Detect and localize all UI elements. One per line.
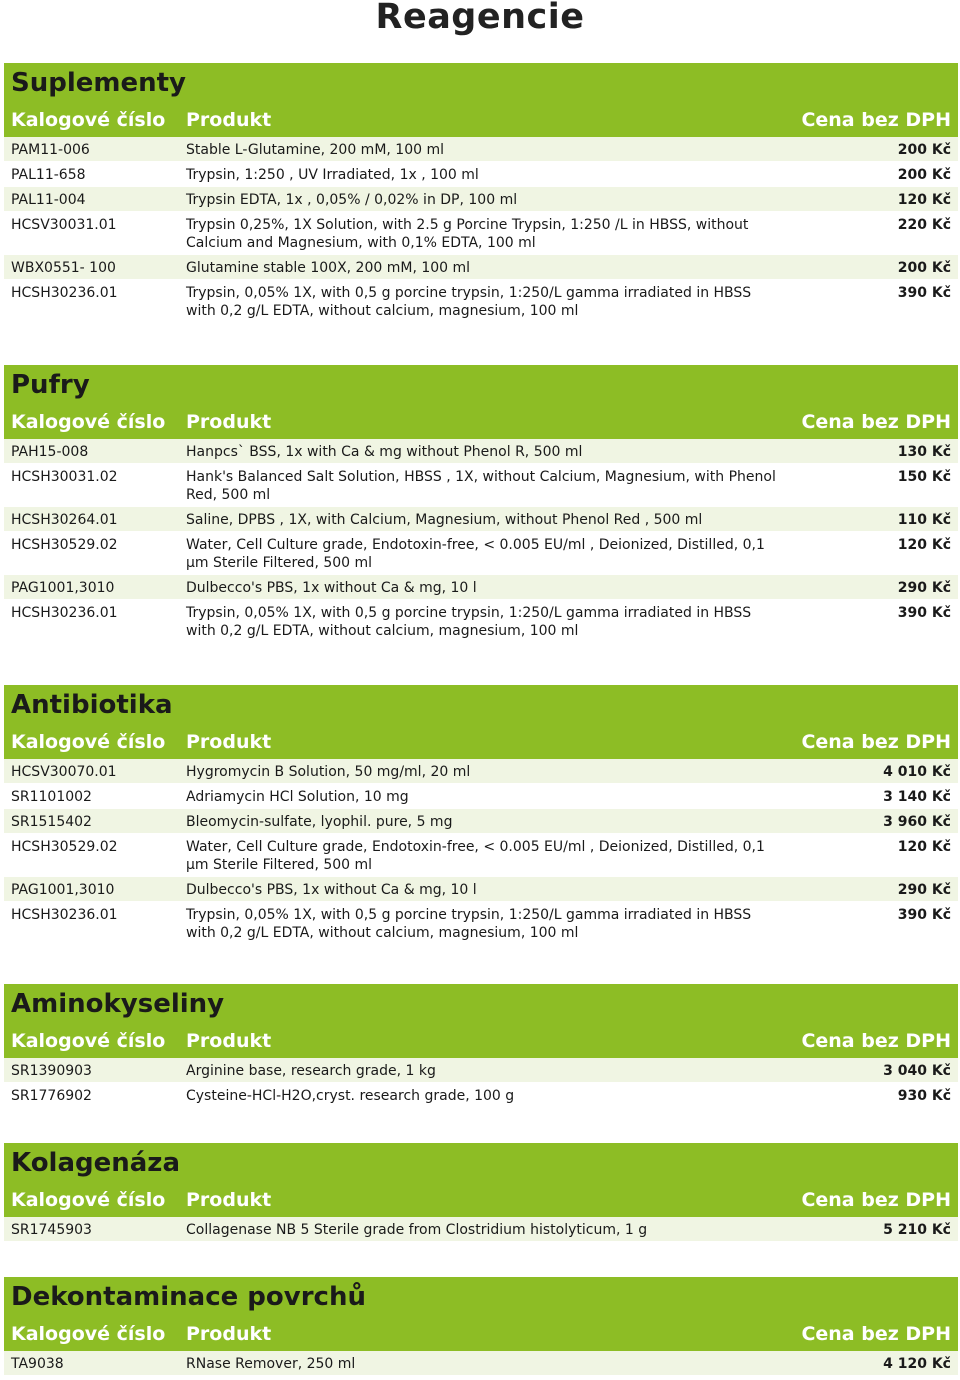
product-name: Glutamine stable 100X, 200 mM, 100 ml [186,260,471,276]
catalog-number: PAG1001,3010 [11,580,115,596]
catalog-number: PAH15-008 [11,444,89,460]
column-header-price: Cena bez DPH [801,1323,951,1345]
catalog-number: TA9038 [11,1356,64,1372]
column-header-product: Produkt [186,1030,272,1052]
table-row [4,187,958,212]
section-header [4,1277,958,1351]
price: 120 Kč [897,537,951,553]
section-title: Pufry [11,370,90,400]
section-title: Aminokyseliny [11,989,225,1019]
table-row [4,137,958,162]
catalog-number: HCSH30529.02 [11,537,118,553]
section-title: Kolagenáza [11,1148,180,1178]
table-row [4,575,958,600]
table-row [4,902,958,945]
price: 930 Kč [897,1088,951,1104]
table-row [4,280,958,323]
product-name: Hank's Balanced Salt Solution, HBSS , 1X, without Calcium, Magnesium, with Phenol Red, 500 ml [186,469,776,503]
product-name: Stable L-Glutamine, 200 mM, 100 ml [186,142,444,158]
section-aminokyseliny [4,984,958,1108]
price: 4 010 Kč [883,764,951,780]
product-table [4,1058,958,1108]
section-header [4,1143,958,1217]
page-title: Reagencie [375,0,585,37]
section-antibiotika [4,685,958,945]
section-header [4,685,958,759]
catalog-number: HCSH30031.02 [11,469,118,485]
product-table [4,137,958,323]
catalog-number: WBX0551- 100 [11,260,116,276]
catalog-number: HCSH30236.01 [11,907,118,923]
product-table [4,439,958,643]
section-header [4,984,958,1058]
price: 3 040 Kč [883,1063,951,1079]
price: 3 960 Kč [883,814,951,830]
section-header [4,63,958,137]
product-name: Trypsin EDTA, 1x , 0,05% / 0,02% in DP, 100 ml [186,192,518,208]
table-row [4,464,958,507]
column-header-price: Cena bez DPH [801,1189,951,1211]
price: 120 Kč [897,192,951,208]
column-header-catalog: Kalogové číslo [11,1189,166,1211]
price: 5 210 Kč [883,1222,951,1238]
column-header-price: Cena bez DPH [801,1030,951,1052]
product-name: Bleomycin-sulfate, lyophil. pure, 5 mg [186,814,453,830]
column-headers [4,1317,958,1351]
catalog-number: HCSV30031.01 [11,217,117,233]
product-name: Dulbecco's PBS, 1x without Ca & mg, 10 l [186,882,477,898]
price: 290 Kč [897,882,951,898]
product-table [4,759,958,945]
table-row [4,162,958,187]
price: 290 Kč [897,580,951,596]
product-name: Cysteine-HCl-H2O,cryst. research grade, 100 g [186,1088,515,1104]
table-row [4,809,958,834]
catalog-number: SR1515402 [11,814,92,830]
column-headers [4,1024,958,1058]
column-header-product: Produkt [186,1189,272,1211]
product-name: Dulbecco's PBS, 1x without Ca & mg, 10 l [186,580,477,596]
column-headers [4,405,958,439]
column-header-product: Produkt [186,411,272,433]
section-dekontaminace-povrch- [4,1277,958,1376]
table-row [4,507,958,532]
section-title: Dekontaminace povrchů [11,1282,366,1312]
product-name: Trypsin 0,25%, 1X Solution, with 2.5 g Porcine Trypsin, 1:250 /L in HBSS, without Calcium and Magnesium, with 0,1% EDTA, 100 ml [186,217,749,251]
section-kolagen-za [4,1143,958,1242]
catalog-number: HCSH30236.01 [11,285,118,301]
table-row [4,1058,958,1083]
product-name: Hygromycin B Solution, 50 mg/ml, 20 ml [186,764,471,780]
column-header-catalog: Kalogové číslo [11,1030,166,1052]
product-name: Arginine base, research grade, 1 kg [186,1063,436,1079]
column-header-product: Produkt [186,1323,272,1345]
price: 120 Kč [897,839,951,855]
table-row [4,759,958,784]
table-row [4,255,958,280]
product-table [4,1351,958,1376]
product-name: Hanpcs` BSS, 1x with Ca & mg without Phenol R, 500 ml [186,444,583,460]
column-header-price: Cena bez DPH [801,109,951,131]
section-suplementy [4,63,958,323]
product-name: Trypsin, 0,05% 1X, with 0,5 g porcine trypsin, 1:250/L gamma irradiated in HBSS with 0,2 g/L EDTA, without calcium, magnesium, 100 ml [186,605,752,639]
price: 150 Kč [897,469,951,485]
catalog-number: SR1390903 [11,1063,92,1079]
price: 110 Kč [897,512,951,528]
product-name: RNase Remover, 250 ml [186,1356,356,1372]
catalog-number: HCSH30264.01 [11,512,118,528]
price: 390 Kč [897,907,951,923]
product-name: Trypsin, 0,05% 1X, with 0,5 g porcine trypsin, 1:250/L gamma irradiated in HBSS with 0,2 g/L EDTA, without calcium, magnesium, 100 ml [186,907,752,941]
price: 3 140 Kč [883,789,951,805]
price: 200 Kč [897,142,951,158]
table-row [4,532,958,575]
product-name: Trypsin, 1:250 , UV Irradiated, 1x , 100 ml [186,167,479,183]
column-header-product: Produkt [186,109,272,131]
section-title: Suplementy [11,68,187,98]
column-header-catalog: Kalogové číslo [11,411,166,433]
column-header-product: Produkt [186,731,272,753]
table-row [4,212,958,255]
price: 200 Kč [897,260,951,276]
catalog-number: HCSH30236.01 [11,605,118,621]
column-header-price: Cena bez DPH [801,411,951,433]
table-row [4,600,958,643]
catalog-number: SR1101002 [11,789,92,805]
catalog-number: HCSV30070.01 [11,764,117,780]
product-name: Saline, DPBS , 1X, with Calcium, Magnesium, without Phenol Red , 500 ml [186,512,703,528]
section-header [4,365,958,439]
column-header-catalog: Kalogové číslo [11,109,166,131]
catalog-number: HCSH30529.02 [11,839,118,855]
table-row [4,784,958,809]
product-name: Collagenase NB 5 Sterile grade from Clostridium histolyticum, 1 g [186,1222,648,1238]
price: 220 Kč [897,217,951,233]
table-row [4,1217,958,1242]
product-table [4,1217,958,1242]
product-name: Adriamycin HCl Solution, 10 mg [186,789,409,805]
section-pufry [4,365,958,643]
catalog-number: PAL11-658 [11,167,86,183]
catalog-number: PAM11-006 [11,142,90,158]
catalog-number: PAL11-004 [11,192,86,208]
column-headers [4,103,958,137]
table-row [4,1083,958,1108]
column-header-price: Cena bez DPH [801,731,951,753]
table-row [4,877,958,902]
price: 4 120 Kč [883,1356,951,1372]
section-title: Antibiotika [11,690,173,720]
catalog-number: PAG1001,3010 [11,882,115,898]
table-row [4,439,958,464]
table-row [4,834,958,877]
price: 200 Kč [897,167,951,183]
column-header-catalog: Kalogové číslo [11,731,166,753]
catalog-number: SR1776902 [11,1088,92,1104]
price: 130 Kč [897,444,951,460]
column-headers [4,725,958,759]
product-name: Water, Cell Culture grade, Endotoxin-free, < 0.005 EU/ml , Deionized, Distilled, 0,1 μm Sterile Filtered, 500 ml [186,839,765,873]
table-row [4,1351,958,1376]
column-header-catalog: Kalogové číslo [11,1323,166,1345]
catalog-number: SR1745903 [11,1222,92,1238]
price: 390 Kč [897,605,951,621]
product-name: Water, Cell Culture grade, Endotoxin-free, < 0.005 EU/ml , Deionized, Distilled, 0,1 μm Sterile Filtered, 500 ml [186,537,765,571]
column-headers [4,1183,958,1217]
product-name: Trypsin, 0,05% 1X, with 0,5 g porcine trypsin, 1:250/L gamma irradiated in HBSS with 0,2 g/L EDTA, without calcium, magnesium, 100 ml [186,285,752,319]
price: 390 Kč [897,285,951,301]
